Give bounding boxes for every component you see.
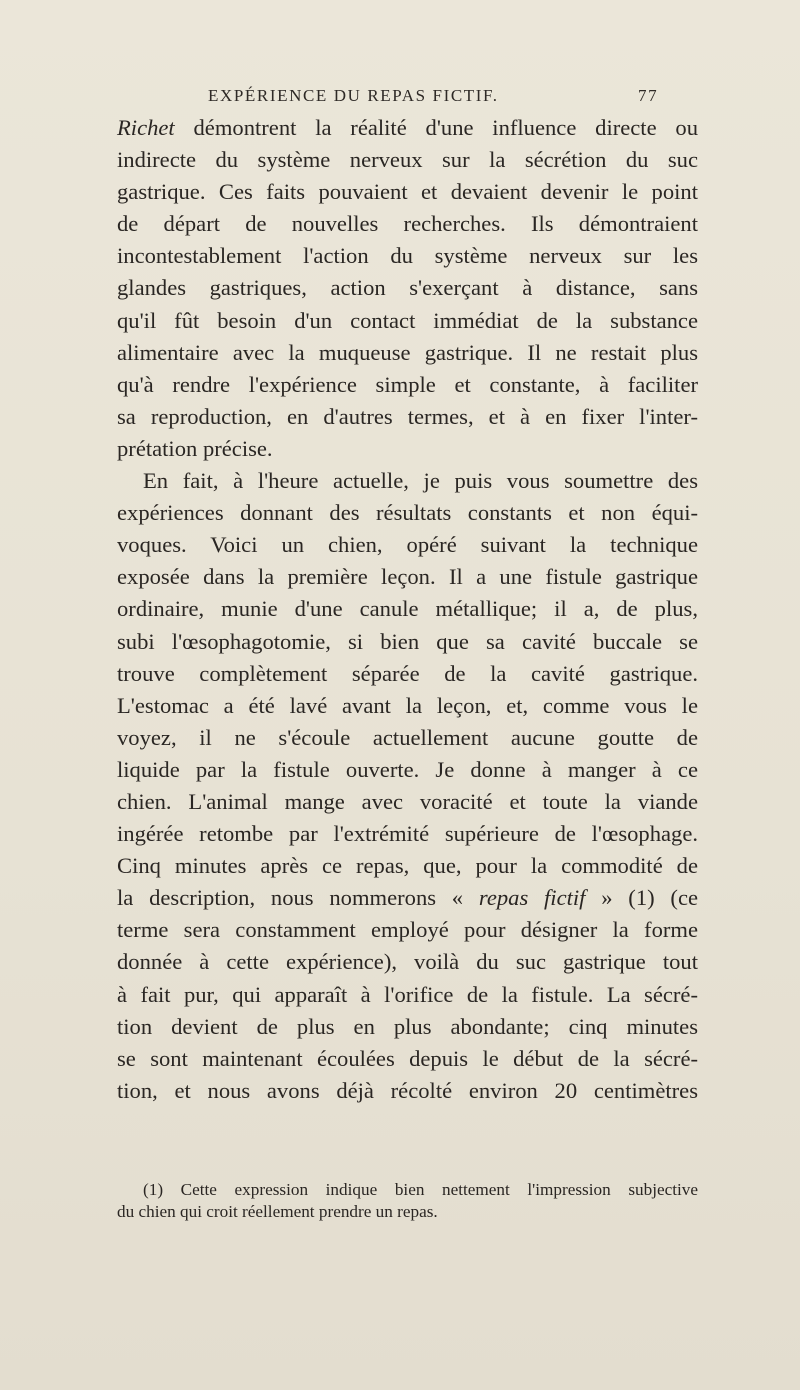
text-line: voyez, il ne s'écoule actuellement aucune goutte de [117, 724, 698, 750]
text-line: chien. L'animal mange avec voracité et toute la viande [117, 788, 698, 814]
text-line: se sont maintenant écoulées depuis le début de la sécré- [117, 1045, 698, 1071]
running-title: EXPÉRIENCE DU REPAS FICTIF. [208, 86, 499, 105]
text-line: subi l'œsophagotomie, si bien que sa cavité buccale se [117, 628, 698, 654]
term-repas-fictif: repas fictif [478, 885, 586, 911]
text-line: trouve complètement séparée de la cavité gastrique. [117, 660, 698, 686]
text-line: alimentaire avec la muqueuse gastrique. Il ne restait plus [117, 339, 698, 365]
text-line: ingérée retombe par l'extrémité supérieure de l'œsophage. [117, 821, 698, 847]
text-line: à fait pur, qui apparaît à l'orifice de la fistule. La sécré- [117, 981, 698, 1007]
text-line: Cinq minutes après ce repas, que, pour la commodité de [117, 853, 698, 879]
text-line: glandes gastriques, action s'exerçant à distance, sans [117, 275, 698, 301]
body-text [117, 112, 698, 1107]
footnote [117, 1179, 698, 1223]
text-line: la description, nous nommerons « repas fictif » (1) (ce [117, 885, 699, 911]
text-line: voques. Voici un chien, opéré suivant la technique [117, 532, 698, 558]
text-line: sa reproduction, en d'autres termes, et à en fixer l'inter- [117, 403, 698, 429]
text-line: exposée dans la première leçon. Il a une fistule gastrique [117, 564, 698, 590]
text-line: gastrique. Ces faits pouvaient et devaient devenir le point [117, 179, 698, 205]
text-line: tion, et nous avons déjà récolté environ 20 centimètres [117, 1077, 698, 1103]
text-line: tion devient de plus en plus abondante; cinq minutes [117, 1013, 698, 1039]
footnote-line: (1) Cette expression indique bien nettement l'impression subjective [143, 1180, 698, 1199]
text-line: indirecte du système nerveux sur la sécrétion du suc [117, 147, 698, 173]
text-line: L'estomac a été lavé avant la leçon, et, comme vous le [117, 692, 698, 718]
text-line: qu'il fût besoin d'un contact immédiat de la substance [117, 307, 698, 333]
text-line: de départ de nouvelles recherches. Ils démontraient [117, 211, 698, 237]
paragraph-start: En fait, à l'heure actuelle, je puis vous soumettre des [143, 468, 698, 494]
text-line: prétation précise. [117, 435, 273, 461]
text-line: incontestablement l'action du système nerveux sur les [117, 243, 698, 269]
text-line: ordinaire, munie d'une canule métallique; il a, de plus, [117, 596, 698, 622]
text-line: expériences donnant des résultats constants et non équi- [117, 500, 698, 526]
text-line: liquide par la fistule ouverte. Je donne à manger à ce [117, 756, 698, 782]
text-line: Richet démontrent la réalité d'une influence directe ou [117, 115, 698, 140]
text-line: donnée à cette expérience), voilà du suc gastrique tout [117, 949, 698, 975]
footnote-line: du chien qui croit réellement prendre un repas. [117, 1202, 438, 1221]
text-line: qu'à rendre l'expérience simple et constante, à faciliter [117, 371, 698, 397]
author-name: Richet [117, 115, 175, 140]
text-line: terme sera constamment employé pour désigner la forme [117, 917, 698, 943]
page-number: 77 [638, 86, 659, 105]
